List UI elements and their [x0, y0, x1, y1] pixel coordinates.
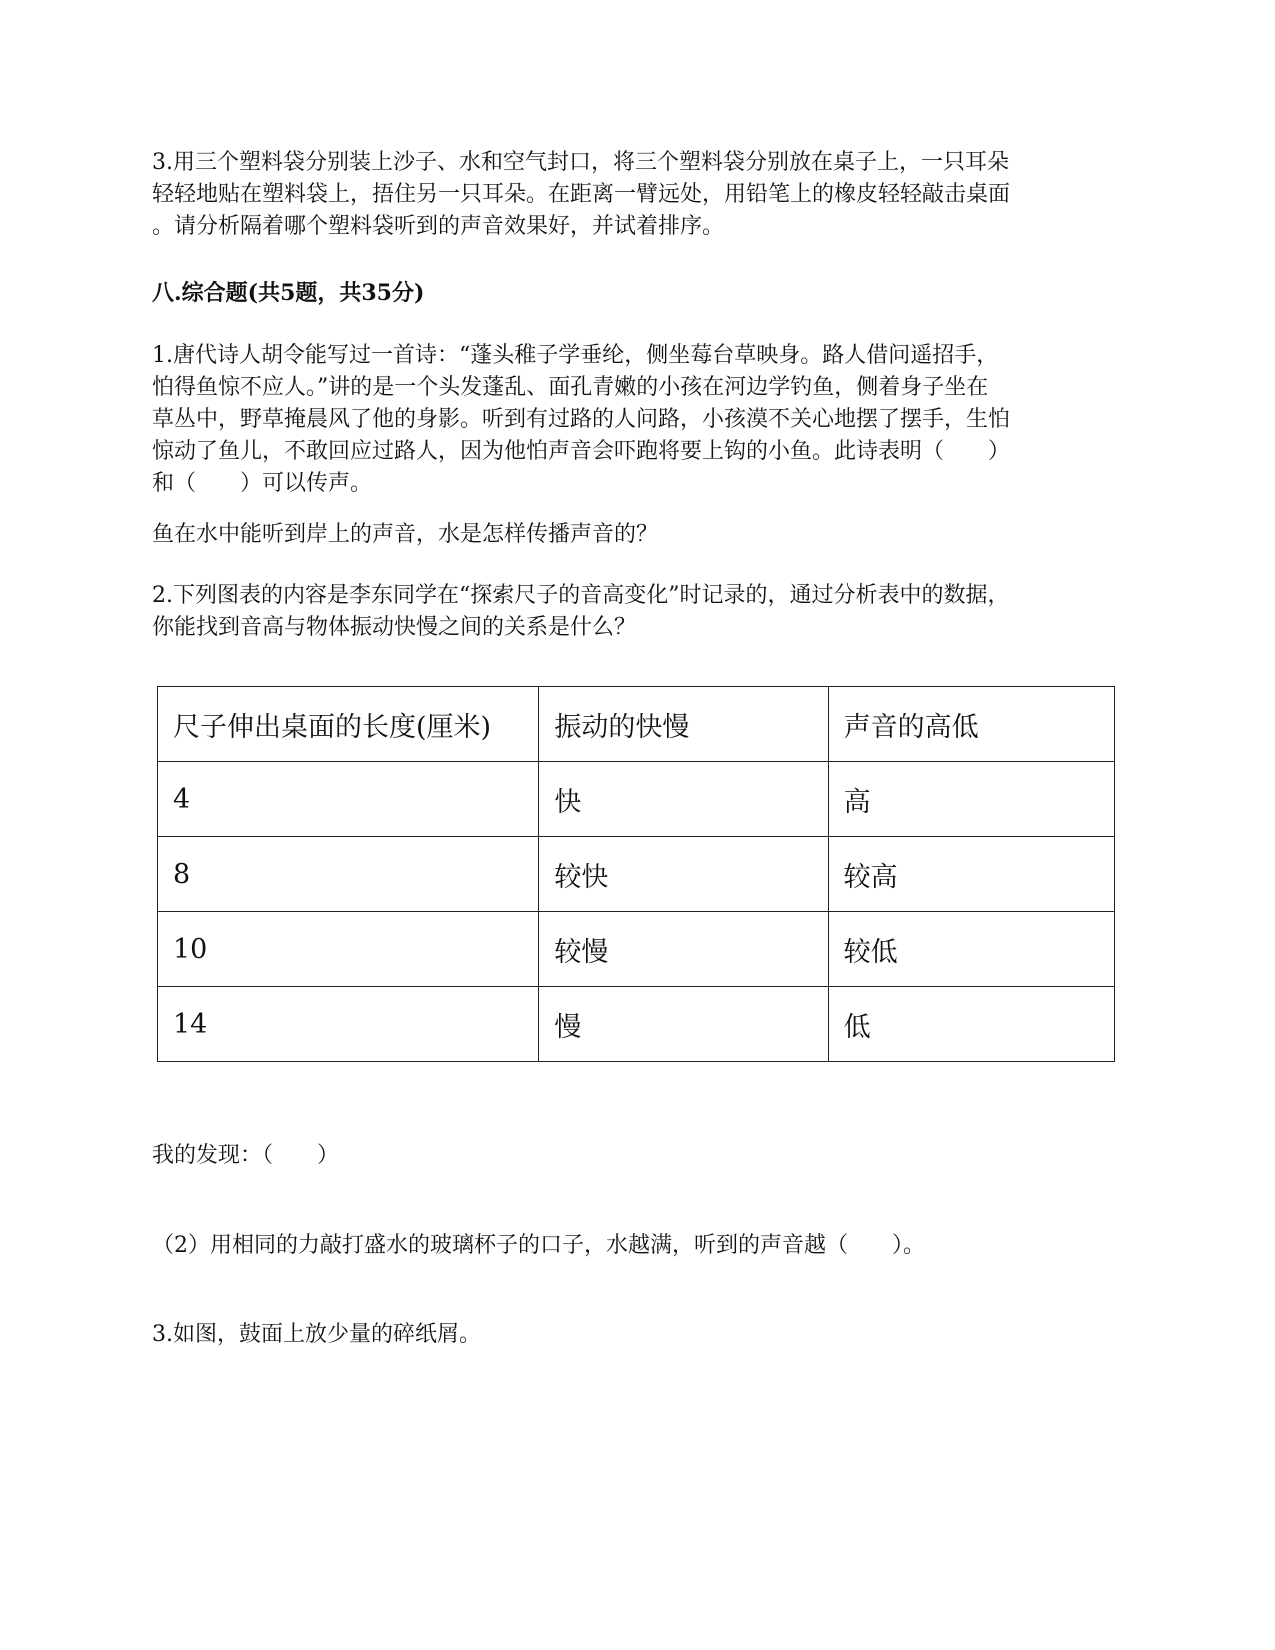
question-1-followup: 鱼在水中能听到岸上的声音，水是怎样传播声音的？ — [152, 522, 659, 547]
question-1-poem — [152, 340, 1127, 500]
text-line: 1.唐代诗人胡令能写过一首诗：“蓬头稚子学垂纶，侧坐莓台草映身。路人借问遥招手， — [152, 343, 999, 368]
text-line: 你能找到音高与物体振动快慢之间的关系是什么？ — [152, 615, 637, 640]
table-cell: 低 — [828, 987, 1114, 1062]
header-cell-vibration: 振动的快慢 — [539, 687, 828, 762]
text-line: 惊动了鱼儿，不敢回应过路人，因为他怕声音会吓跑将要上钩的小鱼。此诗表明（ ） — [152, 439, 1011, 464]
header-cell-pitch: 声音的高低 — [828, 687, 1114, 762]
text-line: 3.用三个塑料袋分别装上沙子、水和空气封口，将三个塑料袋分别放在桌子上，一只耳朵 — [152, 150, 1009, 175]
table-cell: 高 — [828, 762, 1114, 837]
header-cell-length: 尺子伸出桌面的长度(厘米) — [158, 687, 539, 762]
table-cell: 8 — [158, 837, 539, 912]
question-3-drum: 3.如图，鼓面上放少量的碎纸屑。 — [152, 1322, 481, 1347]
text-line: 草丛中，野草掩晨风了他的身影。听到有过路的人问路，小孩漠不关心地摆了摆手，生怕 — [152, 407, 1011, 432]
table-cell: 10 — [158, 912, 539, 987]
table-cell: 较高 — [828, 837, 1114, 912]
question-2-part-2: （2）用相同的力敲打盛水的玻璃杯子的口子，水越满，听到的声音越（ ）。 — [152, 1233, 925, 1258]
text-line: 。请分析隔着哪个塑料袋听到的声音效果好，并试着排序。 — [152, 214, 725, 239]
table-row — [158, 837, 1115, 912]
text-line: 怕得鱼惊不应人。”讲的是一个头发蓬乱、面孔青嫩的小孩在河边学钓鱼，侧着身子坐在 — [152, 375, 989, 400]
table-row — [158, 762, 1115, 837]
section-heading: 八.综合题(共5题，共35分) — [152, 280, 425, 306]
question-2-intro — [152, 580, 1127, 644]
text-line: 和（ ）可以传声。 — [152, 471, 373, 496]
table-cell: 快 — [539, 762, 828, 837]
table-cell: 较低 — [828, 912, 1114, 987]
table-cell: 较快 — [539, 837, 828, 912]
my-finding-line: 我的发现：（ ） — [152, 1143, 340, 1168]
table-cell: 4 — [158, 762, 539, 837]
table-cell: 14 — [158, 987, 539, 1062]
table-row — [158, 987, 1115, 1062]
table-cell: 较慢 — [539, 912, 828, 987]
text-line: 2.下列图表的内容是李东同学在“探索尺子的音高变化”时记录的，通过分析表中的数据， — [152, 583, 1010, 608]
question-3-plastic-bags — [152, 147, 1127, 243]
ruler-pitch-table — [157, 686, 1115, 1062]
text-line: 轻轻地贴在塑料袋上，捂住另一只耳朵。在距离一臂远处，用铅笔上的橡皮轻轻敲击桌面 — [152, 182, 1011, 207]
table-header-row — [158, 687, 1115, 762]
table-cell: 慢 — [539, 987, 828, 1062]
table-row — [158, 912, 1115, 987]
